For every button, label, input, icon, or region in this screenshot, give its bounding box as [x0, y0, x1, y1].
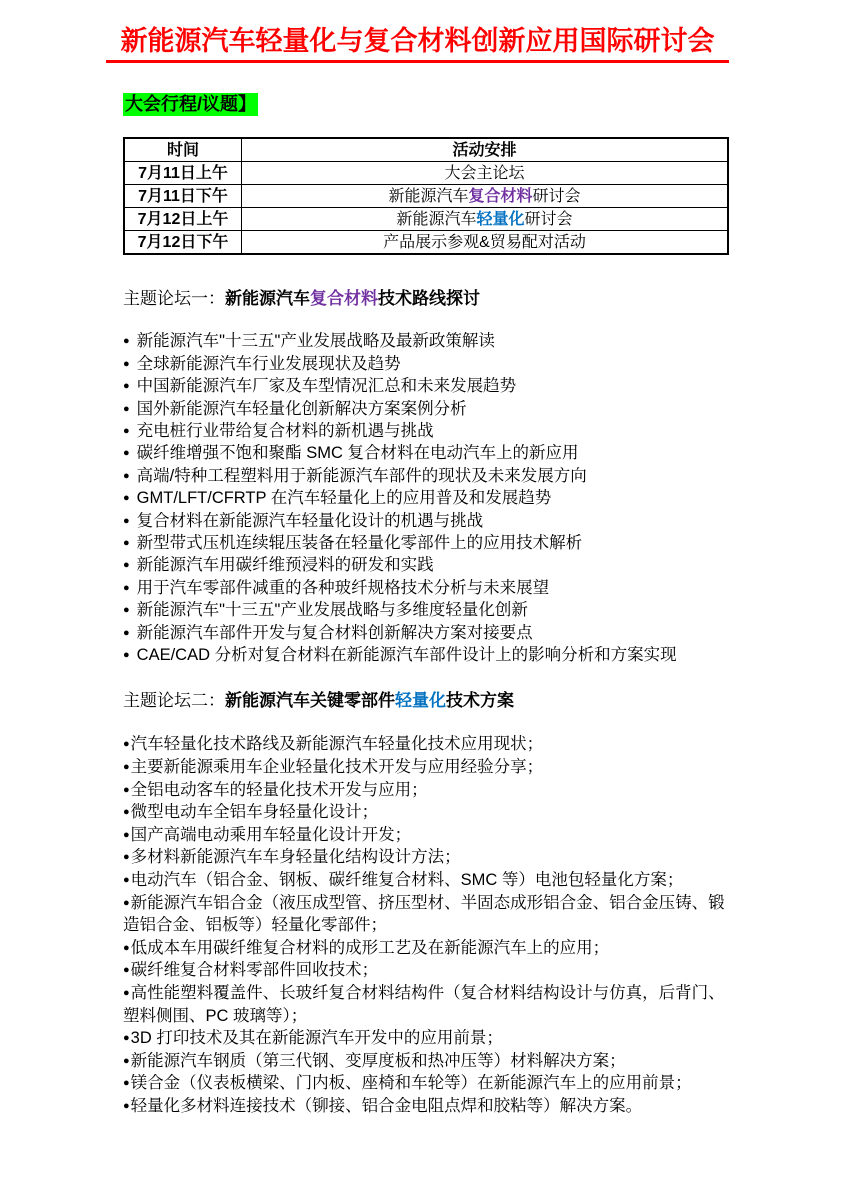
- list-item-text: 3D 打印技术及其在新能源汽车开发中的应用前景；: [130, 1029, 503, 1048]
- list-item: [123, 398, 729, 420]
- document-page: [120, 0, 729, 1118]
- list-item: [123, 1072, 729, 1095]
- list-item-text: 汽车轻量化技术路线及新能源汽车轻量化技术应用现状；: [130, 735, 544, 754]
- page-title: 新能源汽车轻量化与复合材料创新应用国际研讨会: [106, 25, 729, 63]
- list-item: [123, 330, 729, 352]
- list-item: [123, 577, 729, 599]
- list-item-text: 复合材料在新能源汽车轻量化设计的机遇与挑战: [136, 511, 484, 530]
- bullet-icon: ●: [123, 402, 130, 415]
- table-row: [124, 231, 728, 255]
- list-item: [123, 644, 729, 666]
- list-item-text: 用于汽车零部件减重的各种玻纤规格技术分析与未来展望: [136, 578, 550, 597]
- list-item-text: 碳纤维增强不饱和聚酯 SMC 复合材料在电动汽车上的新应用: [136, 444, 579, 463]
- list-item: [123, 733, 729, 756]
- activity-text: 新能源汽车: [388, 187, 469, 205]
- list-item: [123, 1027, 729, 1050]
- bullet-icon: ●: [123, 335, 130, 348]
- list-item: [123, 554, 729, 576]
- list-item-text: 主要新能源乘用车企业轻量化技术开发与应用经验分享；: [130, 758, 544, 777]
- title-block: [106, 0, 729, 63]
- table-header-time: 时间: [124, 138, 242, 162]
- list-item-text: 电动汽车（铝合金、钢板、碳纤维复合材料、SMC 等）电池包轻量化方案；: [130, 871, 684, 890]
- bullet-icon: ●: [123, 425, 130, 438]
- bullet-icon: ●: [123, 469, 130, 482]
- forum2-topic-list: [123, 733, 729, 1117]
- bullet-icon: ●: [123, 559, 130, 572]
- list-item: [123, 937, 729, 960]
- schedule-activity-cell: [242, 162, 729, 185]
- schedule-activity-cell: [242, 208, 729, 231]
- schedule-time-cell: 7月12日下午: [124, 231, 242, 255]
- bullet-icon: ●: [123, 964, 130, 977]
- list-item: [123, 824, 729, 847]
- list-item-text: 国外新能源汽车轻量化创新解决方案案例分析: [136, 399, 467, 418]
- bullet-icon: ●: [123, 581, 130, 594]
- list-item-text: 新能源汽车用碳纤维预浸料的研发和实践: [136, 556, 434, 575]
- activity-text: 产品展示参观&贸易配对活动: [383, 233, 586, 251]
- bullet-icon: ●: [123, 851, 130, 864]
- bullet-icon: ●: [123, 492, 130, 505]
- forum2-heading-text: 技术方案: [446, 691, 514, 711]
- bullet-icon: ●: [123, 761, 130, 774]
- bullet-icon: ●: [123, 783, 130, 796]
- list-item: [123, 420, 729, 442]
- list-item: [123, 959, 729, 982]
- list-item-text: 高端/特种工程塑料用于新能源汽车部件的现状及未来发展方向: [136, 466, 587, 485]
- table-row: [124, 185, 728, 208]
- bullet-icon: ●: [123, 447, 130, 460]
- list-item: [123, 756, 729, 779]
- schedule-table: [123, 137, 729, 255]
- table-row: [124, 162, 728, 185]
- schedule-time-cell: 7月11日上午: [124, 162, 242, 185]
- forum1-heading-text: 技术路线探讨: [378, 289, 480, 309]
- forum2-heading-keyword: 轻量化: [395, 691, 446, 711]
- activity-keyword: 复合材料: [468, 187, 533, 205]
- list-item-text: 全球新能源汽车行业发展现状及趋势: [136, 354, 401, 373]
- schedule-time-cell: 7月12日上午: [124, 208, 242, 231]
- bullet-icon: ●: [123, 1054, 130, 1067]
- bullet-icon: ●: [123, 1032, 130, 1045]
- bullet-icon: ●: [123, 1099, 130, 1112]
- list-item-text: 国产高端电动乘用车轻量化设计开发；: [130, 825, 412, 844]
- list-item-text: 新能源汽车"十三五"产业发展战略与多维度轻量化创新: [136, 601, 528, 620]
- forum1-heading: [123, 288, 729, 310]
- list-item: [123, 465, 729, 487]
- list-item-text: 新能源汽车"十三五"产业发展战略及最新政策解读: [136, 332, 495, 351]
- list-item: [123, 510, 729, 532]
- list-item-text: 碳纤维复合材料零部件回收技术；: [130, 961, 379, 980]
- list-item-text: 高性能塑料覆盖件、长玻纤复合材料结构件（复合材料结构设计与仿真，后背门、塑料侧围、PC 玻璃等）；: [123, 984, 725, 1025]
- list-item: [123, 375, 729, 397]
- schedule-time-cell: 7月11日下午: [124, 185, 242, 208]
- list-item-text: 新能源汽车铝合金（液压成型管、挤压型材、半固态成形铝合金、铝合金压铸、锻造铝合金、铝板等）轻量化零部件；: [123, 893, 725, 935]
- bullet-icon: ●: [123, 514, 130, 527]
- bullet-icon: ●: [123, 806, 130, 819]
- list-item-text: 充电桩行业带给复合材料的新机遇与挑战: [136, 422, 434, 441]
- list-item: [123, 846, 729, 869]
- list-item: [123, 1050, 729, 1073]
- forum1-heading-text: 新能源汽车: [225, 289, 310, 309]
- bullet-icon: ●: [123, 357, 130, 370]
- list-item: [123, 532, 729, 554]
- list-item: [123, 801, 729, 824]
- bullet-icon: ●: [123, 941, 130, 954]
- list-item: [123, 622, 729, 644]
- bullet-icon: ●: [123, 874, 130, 887]
- list-item: [123, 779, 729, 802]
- forum2-heading-text: 新能源汽车关键零部件: [225, 691, 395, 711]
- list-item-text: 全铝电动客车的轻量化技术开发与应用；: [130, 780, 428, 799]
- list-item: [123, 982, 729, 1027]
- list-item-text: CAE/CAD 分析对复合材料在新能源汽车部件设计上的影响分析和方案实现: [136, 646, 677, 665]
- list-item: [123, 442, 729, 464]
- list-item-text: 新能源汽车钢质（第三代钢、变厚度板和热冲压等）材料解决方案；: [130, 1051, 626, 1070]
- bullet-icon: ●: [123, 738, 130, 751]
- schedule-activity-cell: [242, 185, 729, 208]
- table-header-activity: 活动安排: [242, 138, 729, 162]
- bullet-icon: ●: [123, 896, 130, 909]
- list-item-text: 中国新能源汽车厂家及车型情况汇总和未来发展趋势: [136, 377, 517, 396]
- list-item-text: 镁合金（仪表板横梁、门内板、座椅和车轮等）在新能源汽车上的应用前景；: [130, 1074, 692, 1093]
- list-item: [123, 599, 729, 621]
- bullet-icon: ●: [123, 537, 130, 550]
- activity-keyword: 轻量化: [476, 210, 525, 228]
- forum1-heading-label: 主题论坛一：: [123, 289, 225, 309]
- bullet-icon: ●: [123, 604, 130, 617]
- forum1-heading-keyword: 复合材料: [310, 289, 378, 309]
- list-item-text: 轻量化多材料连接技术（铆接、铝合金电阻点焊和胶粘等）解决方案。: [130, 1096, 643, 1115]
- list-item-text: 新能源汽车部件开发与复合材料创新解决方案对接要点: [136, 623, 533, 642]
- activity-text: 研讨会: [524, 210, 573, 228]
- list-item: [123, 353, 729, 375]
- list-item-text: 多材料新能源汽车车身轻量化结构设计方法；: [130, 848, 461, 867]
- bullet-icon: ●: [123, 626, 130, 639]
- forum2-heading-label: 主题论坛二：: [123, 691, 225, 711]
- list-item-text: 新型带式压机连续辊压装备在轻量化零部件上的应用技术解析: [136, 534, 583, 553]
- forum2-heading: [123, 690, 729, 712]
- activity-text: 研讨会: [532, 187, 581, 205]
- activity-text: 大会主论坛: [444, 164, 525, 182]
- list-item: [123, 869, 729, 892]
- bullet-icon: ●: [123, 987, 130, 1000]
- bullet-icon: ●: [123, 649, 130, 662]
- bullet-icon: ●: [123, 828, 130, 841]
- activity-text: 新能源汽车: [396, 210, 477, 228]
- list-item-text: GMT/LFT/CFRTP 在汽车轻量化上的应用普及和发展趋势: [136, 489, 552, 508]
- bullet-icon: ●: [123, 380, 130, 393]
- list-item-text: 微型电动车全铝车身轻量化设计；: [130, 803, 379, 822]
- list-item: [123, 892, 729, 937]
- list-item: [123, 487, 729, 509]
- bullet-icon: ●: [123, 1077, 130, 1090]
- list-item: [123, 1095, 729, 1118]
- table-row: [124, 208, 728, 231]
- section-label-agenda: 大会行程/议题】: [125, 94, 257, 115]
- schedule-activity-cell: [242, 231, 729, 255]
- list-item-text: 低成本车用碳纤维复合材料的成形工艺及在新能源汽车上的应用；: [130, 938, 610, 957]
- forum1-topic-list: [123, 330, 729, 666]
- table-header-row: [124, 138, 728, 162]
